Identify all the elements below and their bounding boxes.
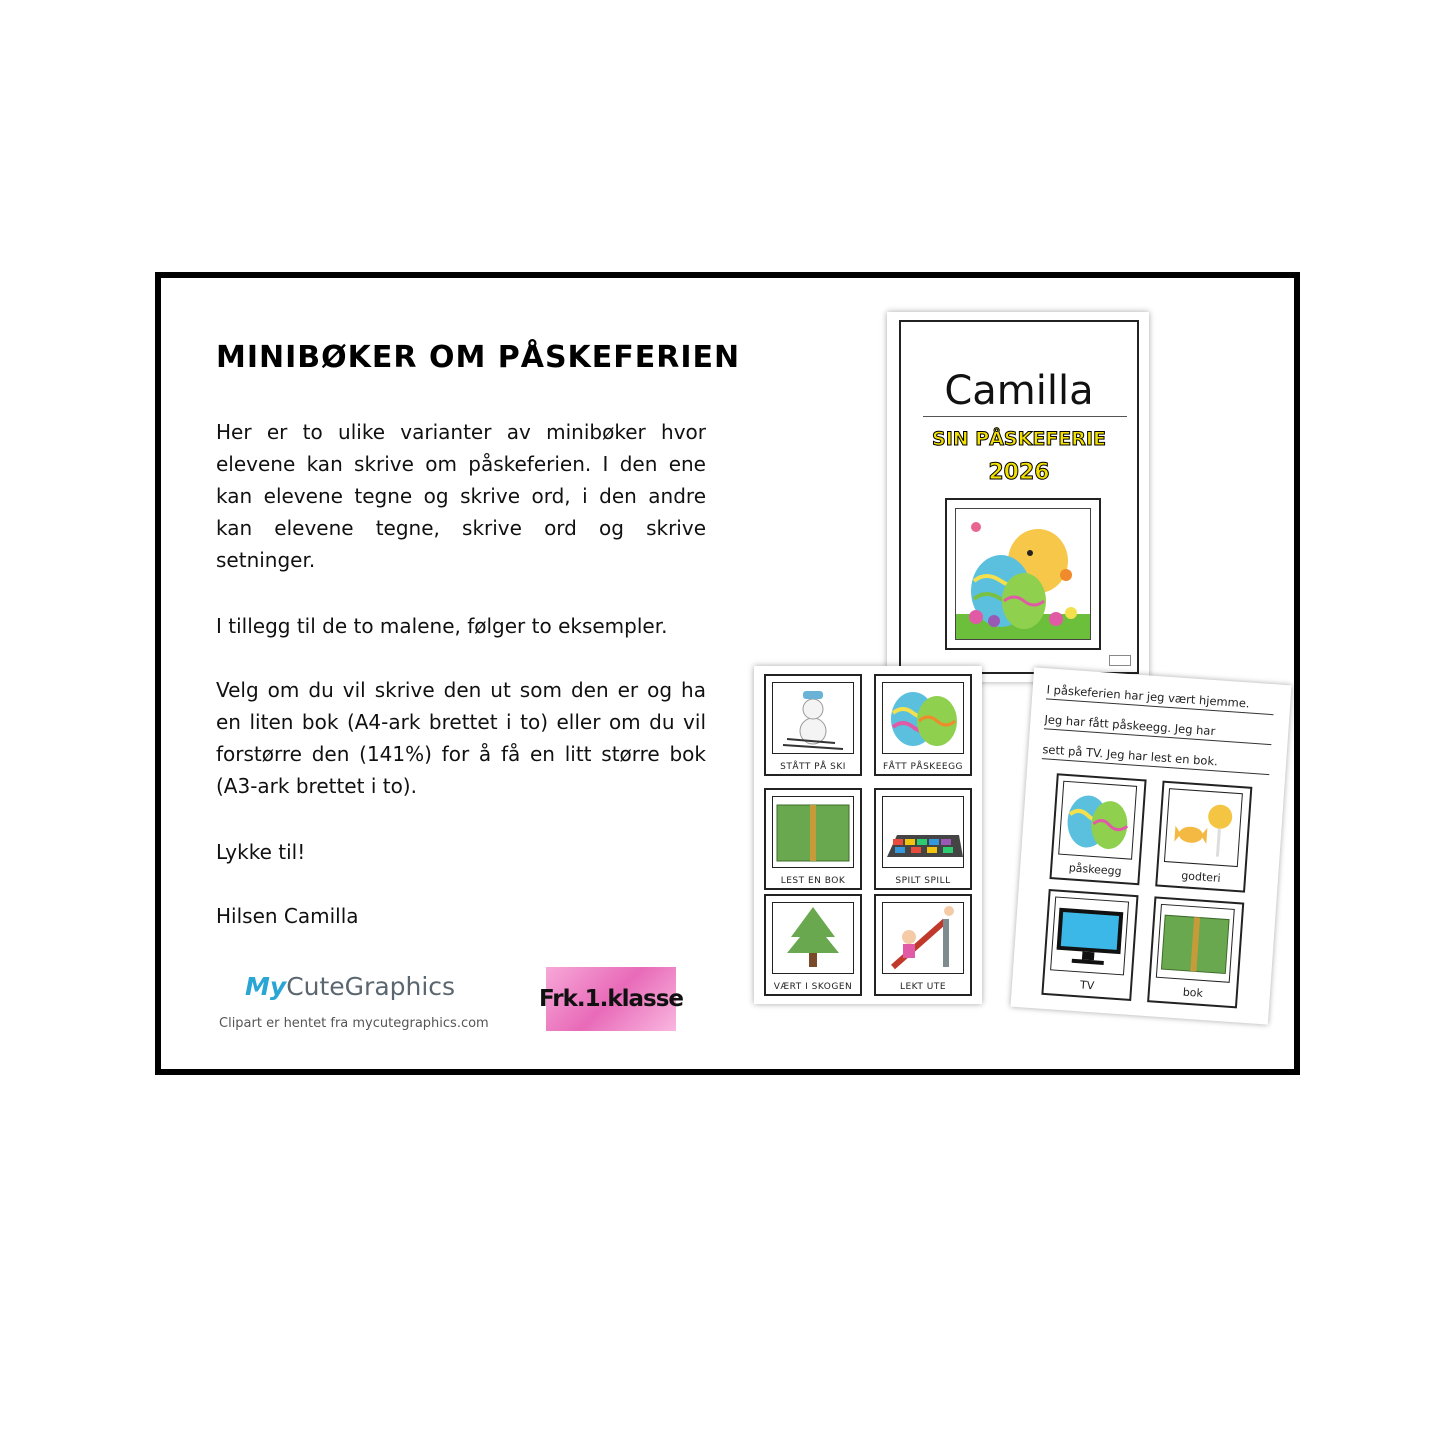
tv-icon xyxy=(1050,896,1129,975)
sentence-line: sett på TV. Jeg har lest en bok. xyxy=(1042,742,1271,775)
brand-logo: Frk.1.klasse xyxy=(546,967,676,1031)
print-paragraph: Velg om du vil skrive den ut som den er og ha en liten bok (A4-ark brettet i to) eller om du vil forstørre den (141%) for å få en litt større bok (A3-ark brettet i to). xyxy=(216,678,706,798)
word-card xyxy=(874,674,972,776)
picture-card xyxy=(1147,896,1244,1008)
board-game-icon xyxy=(882,796,964,868)
cover-name-line xyxy=(923,416,1127,417)
word-card-label: SPILT SPILL xyxy=(895,876,951,886)
picture-card xyxy=(1049,773,1146,885)
picture-card-label: TV xyxy=(1079,978,1095,993)
book-icon xyxy=(772,796,854,868)
picture-card-label: påskeegg xyxy=(1068,861,1123,878)
greeting-paragraph: Hilsen Camilla xyxy=(216,904,359,928)
picture-card-label: godteri xyxy=(1180,869,1222,885)
word-card-label: LEST EN BOK xyxy=(780,876,846,886)
logo-rest: CuteGraphics xyxy=(286,972,456,1001)
mycutegraphics-logo xyxy=(245,972,455,1001)
chick-eggs-icon xyxy=(955,508,1091,640)
book-icon xyxy=(1156,904,1235,983)
word-card-label: FÅTT PÅSKEEGG xyxy=(882,762,964,772)
picture-card xyxy=(1155,781,1252,893)
cover-subtitle: SIN PÅSKEFERIE xyxy=(932,428,1106,450)
cover-picture-frame xyxy=(945,498,1101,650)
candy-icon xyxy=(1164,788,1243,867)
cover-border xyxy=(899,320,1139,674)
snowman-ski-icon xyxy=(772,682,854,754)
easter-eggs-icon xyxy=(882,682,964,754)
word-card xyxy=(764,894,862,996)
picture-card xyxy=(1041,889,1138,1001)
picture-card-label: bok xyxy=(1182,985,1204,1000)
cover-year: 2026 xyxy=(988,460,1050,485)
easter-eggs-icon xyxy=(1058,781,1137,860)
word-card-label: LEKT UTE xyxy=(899,982,947,992)
cover-page-preview xyxy=(887,312,1149,682)
cover-name: Camilla xyxy=(944,368,1094,414)
word-card xyxy=(874,788,972,890)
sentence-line: Jeg har fått påskeegg. Jeg har xyxy=(1044,712,1273,745)
cover-tiny-logo xyxy=(1109,655,1131,666)
word-card xyxy=(764,788,862,890)
tree-icon xyxy=(772,902,854,974)
examples-paragraph: I tillegg til de to malene, følger to eksempler. xyxy=(216,614,668,638)
word-card xyxy=(874,894,972,996)
luck-paragraph: Lykke til! xyxy=(216,840,306,864)
page-title: MINIBØKER OM PÅSKEFERIEN xyxy=(216,340,741,375)
intro-paragraph: Her er to ulike varianter av minibøker hvor elevene kan skrive om påskeferien. I den ene kan elevene tegne og skrive ord, i den andre kan elevene tegne, skrive ord og skrive setninger. xyxy=(216,420,706,572)
word-card-sheet xyxy=(754,666,982,1004)
word-card xyxy=(764,674,862,776)
word-card-label: STÅTT PÅ SKI xyxy=(780,762,846,772)
sentence-line: I påskeferien har jeg vært hjemme. xyxy=(1046,682,1275,715)
word-card-label: VÆRT I SKOGEN xyxy=(773,982,853,992)
logo-my: My xyxy=(245,972,287,1001)
clipart-credit: Clipart er hentet fra mycutegraphics.com xyxy=(219,1016,489,1031)
playground-icon xyxy=(882,902,964,974)
sentence-sheet xyxy=(1010,667,1291,1024)
